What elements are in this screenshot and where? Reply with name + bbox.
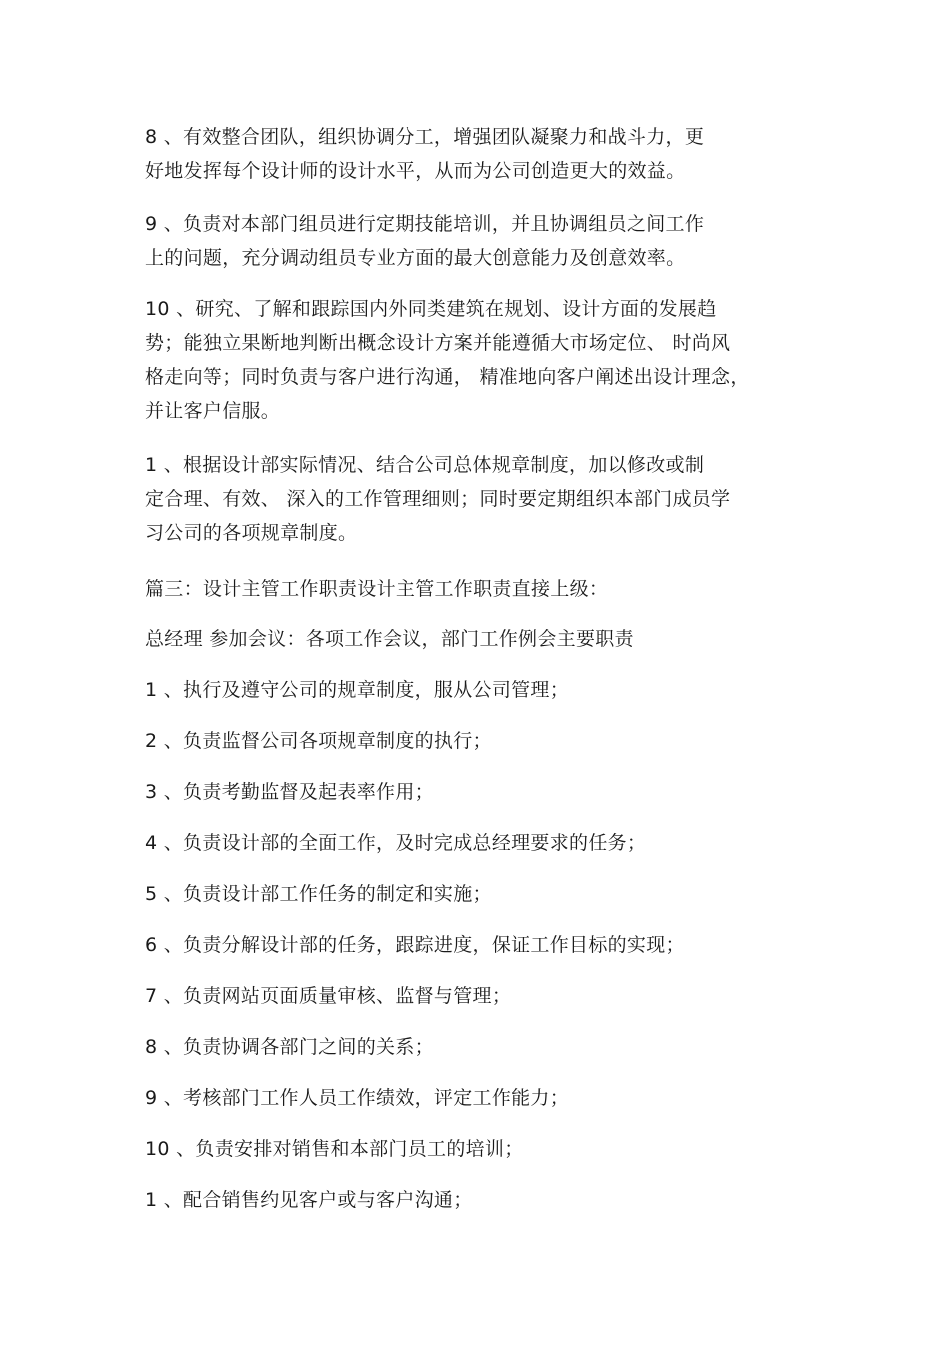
reporting-line bbox=[145, 622, 825, 656]
duty-item-8 bbox=[145, 1030, 825, 1064]
paragraph-3 bbox=[145, 292, 825, 428]
duty-item-7 bbox=[145, 979, 825, 1013]
line: 总经理 参加会议：各项工作会议，部门工作例会主要职责 bbox=[145, 628, 634, 650]
duty-item-10 bbox=[145, 1132, 825, 1166]
line: 5 、负责设计部工作任务的制定和实施； bbox=[145, 883, 492, 905]
line: 10 、研究、了解和跟踪国内外同类建筑在规划、设计方面的发展趋 bbox=[145, 298, 717, 320]
duty-item-1 bbox=[145, 673, 825, 707]
duty-item-3 bbox=[145, 775, 825, 809]
paragraph-4 bbox=[145, 448, 825, 550]
paragraph-2 bbox=[145, 207, 825, 275]
line: 2 、负责监督公司各项规章制度的执行； bbox=[145, 730, 492, 752]
line: 定合理、有效、 深入的工作管理细则；同时要定期组织本部门成员学 bbox=[145, 488, 731, 510]
line: 1 、配合销售约见客户或与客户沟通； bbox=[145, 1189, 473, 1211]
line: 并让客户信服。 bbox=[145, 400, 281, 422]
line: 1 、执行及遵守公司的规章制度，服从公司管理； bbox=[145, 679, 570, 701]
paragraph-1 bbox=[145, 120, 825, 188]
line: 7 、负责网站页面质量审核、监督与管理； bbox=[145, 985, 512, 1007]
duty-item-9 bbox=[145, 1081, 825, 1115]
line: 9 、考核部门工作人员工作绩效，评定工作能力； bbox=[145, 1087, 570, 1109]
line: 篇三：设计主管工作职责设计主管工作职责直接上级： bbox=[145, 578, 609, 600]
line: 格走向等；同时负责与客户进行沟通， 精准地向客户阐述出设计理念， bbox=[145, 366, 750, 388]
line: 9 、负责对本部门组员进行定期技能培训，并且协调组员之间工作 bbox=[145, 213, 705, 235]
duty-item-11 bbox=[145, 1183, 825, 1217]
line: 上的问题，充分调动组员专业方面的最大创意能力及创意效率。 bbox=[145, 247, 686, 269]
line: 10 、负责安排对销售和本部门员工的培训； bbox=[145, 1138, 524, 1160]
duty-item-5 bbox=[145, 877, 825, 911]
section-heading bbox=[145, 572, 825, 606]
line: 1 、根据设计部实际情况、结合公司总体规章制度，加以修改或制 bbox=[145, 454, 705, 476]
line: 6 、负责分解设计部的任务，跟踪进度，保证工作目标的实现； bbox=[145, 934, 685, 956]
duty-item-4 bbox=[145, 826, 825, 860]
line: 8 、有效整合团队，组织协调分工，增强团队凝聚力和战斗力，更 bbox=[145, 126, 705, 148]
duty-item-2 bbox=[145, 724, 825, 758]
duty-item-6 bbox=[145, 928, 825, 962]
line: 好地发挥每个设计师的设计水平，从而为公司创造更大的效益。 bbox=[145, 160, 686, 182]
line: 习公司的各项规章制度。 bbox=[145, 522, 358, 544]
line: 势；能独立果断地判断出概念设计方案并能遵循大市场定位、 时尚风 bbox=[145, 332, 731, 354]
line: 8 、负责协调各部门之间的关系； bbox=[145, 1036, 434, 1058]
line: 3 、负责考勤监督及起表率作用； bbox=[145, 781, 434, 803]
line: 4 、负责设计部的全面工作，及时完成总经理要求的任务； bbox=[145, 832, 647, 854]
